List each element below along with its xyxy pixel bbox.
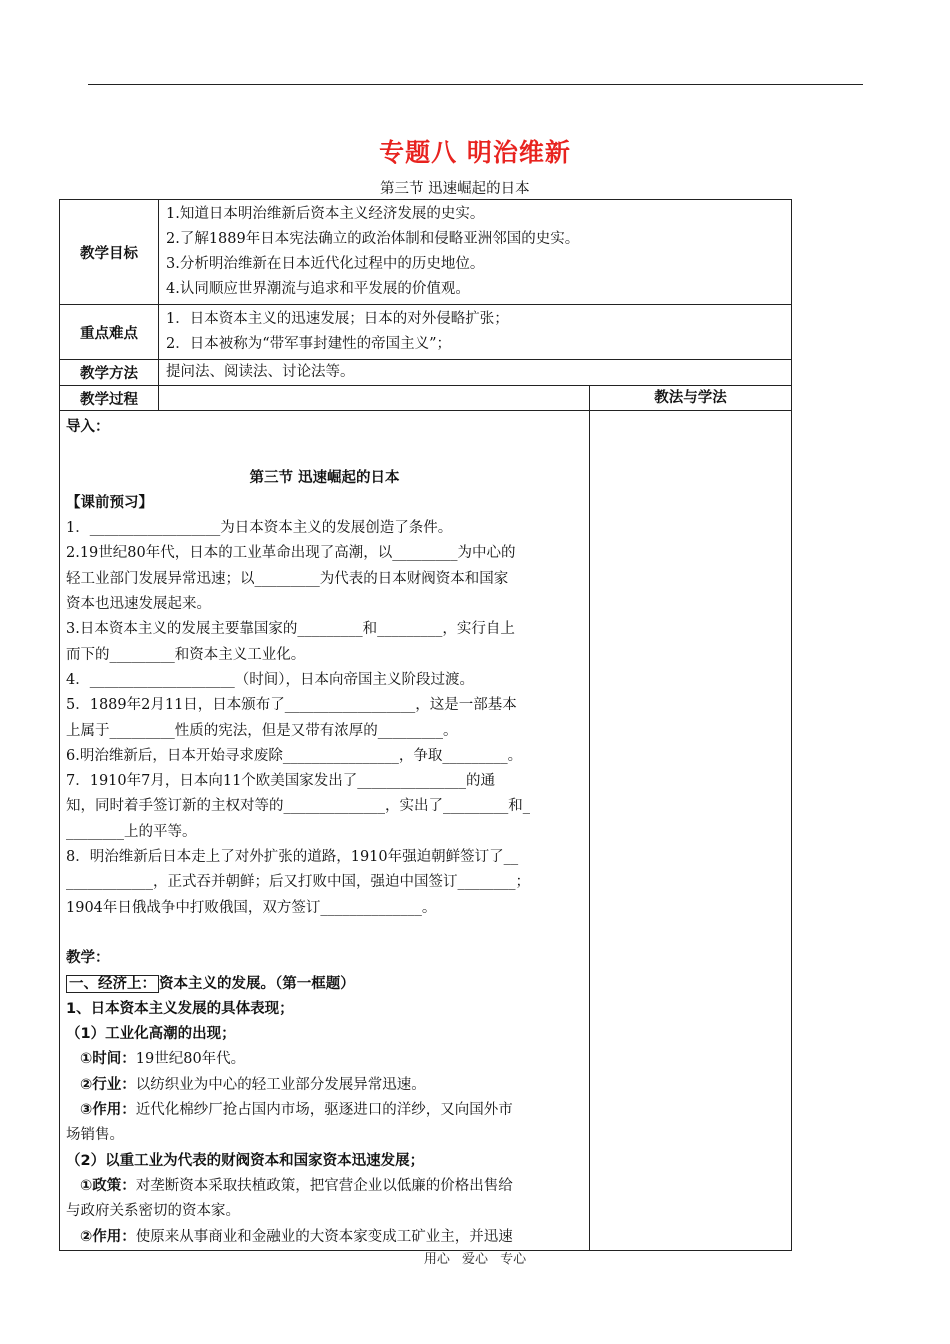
point-label: ②行业： xyxy=(80,1076,136,1093)
point-line xyxy=(66,1174,583,1199)
point-text: 19世纪80年代。 xyxy=(135,1051,246,1068)
point-text: 近代化棉纱厂抢占国内市场，驱逐进口的洋纱，又向国外市 xyxy=(135,1102,513,1119)
point-text: 以纺织业为中心的轻工业部分发展异常迅速。 xyxy=(135,1076,426,1093)
key-points-label: 重点难点 xyxy=(60,305,159,360)
page-title: 专题八 明治维新 xyxy=(379,138,571,167)
part1-heading-rest: 资本主义的发展。（第一框题） xyxy=(159,975,355,992)
process-header-row xyxy=(60,386,792,411)
point-label: ②作用： xyxy=(80,1228,136,1245)
preview-line: 2.19世纪80年代，日本的工业革命出现了高潮，以_________为中心的 xyxy=(66,545,516,562)
key-points-row xyxy=(60,305,792,360)
methods-cell xyxy=(159,360,792,386)
preview-line: 轻工业部门发展异常迅速；以_________为代表的日本财阀资本和国家 xyxy=(66,570,509,587)
preview-line: 4．____________________（时间），日本向帝国主义阶段过渡。 xyxy=(66,671,474,688)
key-point-item: 2．日本被称为“带军事封建性的帝国主义”； xyxy=(166,336,452,352)
methods-notes-cell xyxy=(590,411,792,1251)
preview-line: 而下的_________和资本主义工业化。 xyxy=(66,646,306,663)
preview-line: ____________，正式吞并朝鲜；后又打败中国，强迫中国签订________； xyxy=(66,874,530,891)
methods-row xyxy=(60,360,792,386)
header-rule xyxy=(88,84,863,85)
intro-heading: 导入： xyxy=(66,419,110,435)
point-continuation: 与政府关系密切的资本家。 xyxy=(66,1203,240,1220)
lesson-plan-table xyxy=(59,199,792,1251)
point-label: ①时间： xyxy=(80,1051,136,1068)
page-subtitle: 第三节 迅速崛起的日本 xyxy=(380,181,530,197)
objectives-cell xyxy=(159,200,792,305)
preview-line: ________上的平等。 xyxy=(66,823,197,840)
objective-item: 2.了解1889年日本宪法确立的政治体制和侵略亚洲邻国的史实。 xyxy=(166,231,580,247)
process-side-label: 教法与学法 xyxy=(590,386,792,411)
point-label: ①政策： xyxy=(80,1177,136,1194)
objectives-row xyxy=(60,200,792,305)
preview-line: 资本也迅速发展起来。 xyxy=(66,596,211,613)
point-line xyxy=(66,1073,583,1098)
methods-text: 提问法、阅读法、讨论法等。 xyxy=(166,364,355,380)
point-text: 对垄断资本采取扶植政策，把官营企业以低廉的价格出售给 xyxy=(135,1177,513,1194)
process-blank-cell xyxy=(159,386,590,411)
point-line xyxy=(66,1225,583,1250)
preview-heading: 【课前预习】 xyxy=(66,494,153,511)
point-label: ③作用： xyxy=(80,1102,136,1119)
preview-line: 1904年日俄战争中打败俄国，双方签订______________。 xyxy=(66,899,437,916)
objective-item: 3.分析明治维新在日本近代化过程中的历史地位。 xyxy=(166,256,485,272)
methods-label: 教学方法 xyxy=(60,360,159,386)
subheading: （1）工业化高潮的出现； xyxy=(66,1026,236,1043)
preview-line: 知，同时着手签订新的主权对等的______________，实出了_________和_ xyxy=(66,798,530,815)
part1-boxed-label: 一、经济上： xyxy=(66,975,159,993)
section-heading: 第三节 迅速崛起的日本 xyxy=(249,469,400,486)
process-content-cell xyxy=(60,411,590,1251)
teaching-heading: 教学： xyxy=(66,950,110,967)
preview-line: 1．__________________为日本资本主义的发展创造了条件。 xyxy=(66,520,453,537)
point-line xyxy=(66,1047,583,1072)
part1-heading xyxy=(66,972,583,997)
subheading: 1、日本资本主义发展的具体表现； xyxy=(66,1000,294,1017)
preview-line: 7．1910年7月，日本向11个欧美国家发出了_______________的通 xyxy=(66,773,496,790)
subheading: （2）以重工业为代表的财阀资本和国家资本迅速发展； xyxy=(66,1152,425,1169)
page-footer: 用心 爱心 专心 xyxy=(423,1252,527,1267)
objective-item: 1.知道日本明治维新后资本主义经济发展的史实。 xyxy=(166,206,485,222)
point-line xyxy=(66,1098,583,1123)
process-label: 教学过程 xyxy=(60,386,159,411)
preview-line: 3.日本资本主义的发展主要靠国家的_________和_________，实行自上 xyxy=(66,621,515,638)
objectives-label: 教学目标 xyxy=(60,200,159,305)
objective-item: 4.认同顺应世界潮流与追求和平发展的价值观。 xyxy=(166,281,470,297)
process-body-row xyxy=(60,411,792,1251)
preview-line: 上属于_________性质的宪法，但是又带有浓厚的_________。 xyxy=(66,722,458,739)
point-text: 使原来从事商业和金融业的大资本家变成工矿业主，并迅速 xyxy=(135,1228,513,1245)
preview-line: 8．明治维新后日本走上了对外扩张的道路，1910年强迫朝鲜签订了__ xyxy=(66,849,519,866)
preview-line: 5．1889年2月11日，日本颁布了__________________，这是一部基本 xyxy=(66,697,517,714)
preview-line: 6.明治维新后，日本开始寻求废除________________，争取_________。 xyxy=(66,747,523,764)
key-points-cell xyxy=(159,305,792,360)
key-point-item: 1．日本资本主义的迅速发展；日本的对外侵略扩张； xyxy=(166,311,509,327)
point-continuation: 场销售。 xyxy=(66,1127,124,1144)
